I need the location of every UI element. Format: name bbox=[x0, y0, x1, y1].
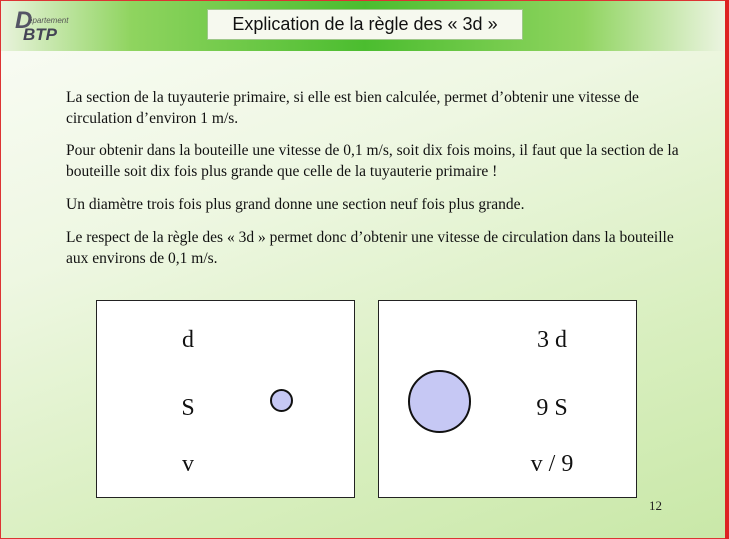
logo-letter: D bbox=[15, 7, 33, 34]
left-diameter-label: d bbox=[182, 327, 194, 353]
left-velocity-label: v bbox=[182, 451, 194, 477]
right-diameter-label: 3 d bbox=[537, 327, 567, 353]
logo-small-text: épartement bbox=[28, 16, 69, 25]
paragraph-2: Pour obtenir dans la bouteille une vitesse de 0,1 m/s, soit dix fois moins, il faut que la section de la bouteille soit dix fois plus grande que celle de la tuyauterie primaire ! bbox=[66, 142, 679, 180]
header-band bbox=[1, 1, 728, 51]
paragraph-4: Le respect de la règle des « 3d » permet donc d’obtenir une vitesse de circulation dans la bouteille aux environs de 0,1 m/s. bbox=[66, 229, 674, 267]
right-diagram-box bbox=[378, 300, 637, 498]
page-number: 12 bbox=[649, 498, 662, 513]
large-bottle-circle bbox=[408, 370, 471, 433]
btp-logo bbox=[13, 7, 67, 43]
title-box bbox=[207, 9, 523, 40]
right-edge-bar bbox=[725, 0, 729, 539]
right-section-label: 9 S bbox=[536, 395, 568, 421]
paragraph-1: La section de la tuyauterie primaire, si elle est bien calculée, permet d’obtenir une vitesse de circulation d’environ 1 m/s. bbox=[66, 89, 639, 127]
slide-title: Explication de la règle des « 3d » bbox=[232, 14, 498, 34]
left-section-label: S bbox=[181, 395, 195, 421]
small-pipe-circle bbox=[270, 389, 293, 412]
left-diagram-box bbox=[96, 300, 355, 498]
logo-name: BTP bbox=[23, 25, 57, 44]
paragraph-3: Un diamètre trois fois plus grand donne une section neuf fois plus grande. bbox=[66, 196, 525, 213]
right-velocity-label: v / 9 bbox=[530, 451, 574, 477]
